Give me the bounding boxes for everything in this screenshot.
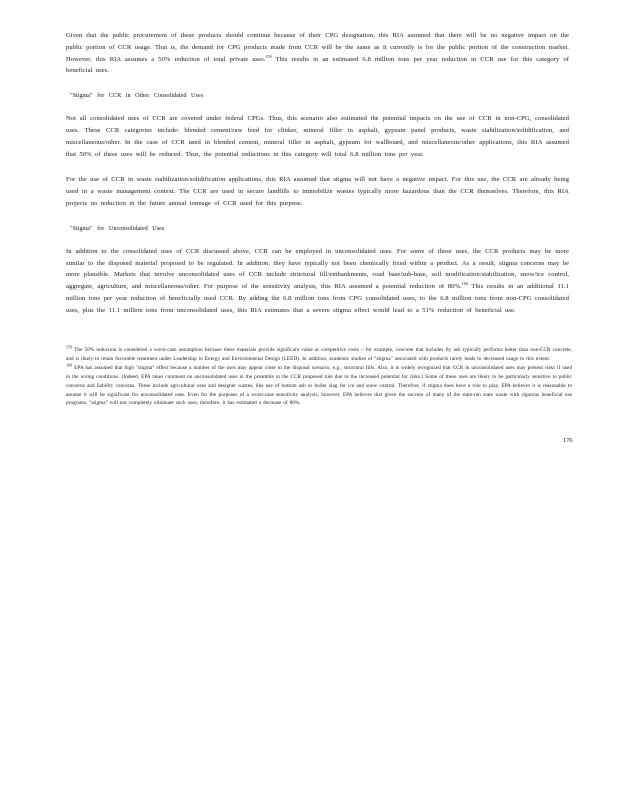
paragraph-waste-stabilization: For the use of CCR in waste stabilization/solidification applications, this RIA assumed that stigma will not have a negative impact. For this use, the CCR are already being used in a waste management context. The CCR are used in secure landfills to immobilize wastes typically more hazardous than the CCR themselves. Therefore, this RIA projects no reduction in the future annual tonnage of CCR used for this purpose.: [66, 176, 569, 207]
footnote-number: 160: [66, 362, 73, 368]
footnote-159: [66, 346, 572, 364]
paragraph-unconsolidated: [66, 246, 569, 317]
footnote-160: [66, 364, 572, 409]
paragraph-text: This results in an additional 11.1 million tons per year reduction of beneficially used CCR. By adding the 6.8 million tons from CPG consolidated uses, to the 6.8 million tons from non-CPG consolidated uses, plus the 11.1 million tons from unconsolidated uses, this RIA estimates that a severe stigma effect would lead to a 51% reduction of beneficial use.: [66, 283, 569, 314]
paragraph-text: This results in an estimated 6.8 million tons per year reduction in CCR use for this category of beneficial uses.: [66, 55, 569, 75]
footnotes: [66, 346, 572, 408]
document-body: [66, 30, 569, 331]
paragraph-text: Given that the public procurement of these products should continue because of their CPG designation, this RIA assumed that there will be no negative impact on the public portion of CCR usage. That is, the demand for CPG products made from CCR will be the same as it currently is for the public portion of the construction market. However, this RIA assumes a 50% reduction of total private uses.: [66, 32, 569, 63]
footnote-text: EPA has assumed that high "stigma" effect because a number of the uses may appear close to the disposal scenario, e.g., structural fills. Also, it is widely recognized that CCR in unconsolidated uses may present risks if used in the wrong conditions. (Indeed, EPA takes comment on unconsolidated uses in the preamble to the CCR proposed rule due to the increased potential for risks.) Some of these uses are likely to be particularly sensitive to public concerns and liability concerns. These include agricultural uses and designer wastes, like use of bottom ash or boiler slag for ice and snow control. Therefore, if stigma does have a role to play, EPA believes it is reasonable to assume it will be significant for unconsolidated uses. Even for the purposes of a worst-case sensitivity analysis, however, EPA believes that given the success of many of the state-run state waste with rigorous beneficial use programs, "stigma" will not completely eliminate such uses; therefore, it has estimated a decrease of 80%.: [66, 364, 572, 407]
footnote-ref[interactable]: 159: [265, 53, 272, 59]
paragraph-non-cpg-consolidated: Not all consolidated uses of CCR are covered under federal CPGs. Thus, this scenario also estimated the potential impacts on the use of CCR in non-CPG, consolidated uses. These CCR categories include: blended cement/raw feed for clinker, mineral filler in asphalt, gypsum panel products, waste stabilization/solidification, and miscellaneous/other. In the case of CCR used in blended cement, mineral filler in asphalt, gypsum for wallboard, and miscellaneous/other applications, this RIA assumed that 50% of these uses will be reduced. Thus, the potential reductions in this category will total 6.8 million tons per year.: [66, 115, 569, 158]
footnote-text: The 50% reduction is considered a worst-case assumption because these materials provide significant value at competitive costs – for example, concrete that includes fly ash typically performs better than non-CCR concrete, and is likely to retain favorable treatment under Leadership in Energy and Environmental Design (LEED). In addition, academic studies of "stigma" associated with products rarely leads to decreased usage to this extent.: [66, 347, 572, 362]
page-number: 176: [563, 437, 573, 444]
paragraph-text: In addition to the consolidated uses of CCR discussed above, CCR can be employed in unconsolidated uses. For some of these uses, the CCR products may be more similar to the disposed material proposed to be regulated. In addition, they have typically not been chemically fixed within a product. As a result, stigma concerns may be more plausible. Markets that involve unconsolidated uses of CCR include structural fill/embankments, road base/sub-base, soil modification/stabilization, snow/ice control, aggregate, agriculture, and miscellaneous/other. For purpose of the sensitivity analysis, this RIA assumed a potential reduction of 80%.: [66, 247, 569, 291]
subheading-consolidated-uses: "Stigma" for CCR in Other Consolidated Uses: [70, 92, 204, 100]
footnote-ref[interactable]: 160: [461, 280, 468, 286]
subheading-unconsolidated-uses: "Stigma" for Unconsolidated Uses: [70, 224, 165, 232]
paragraph-public-procurement: [66, 30, 569, 77]
footnote-number: 159: [66, 344, 73, 350]
